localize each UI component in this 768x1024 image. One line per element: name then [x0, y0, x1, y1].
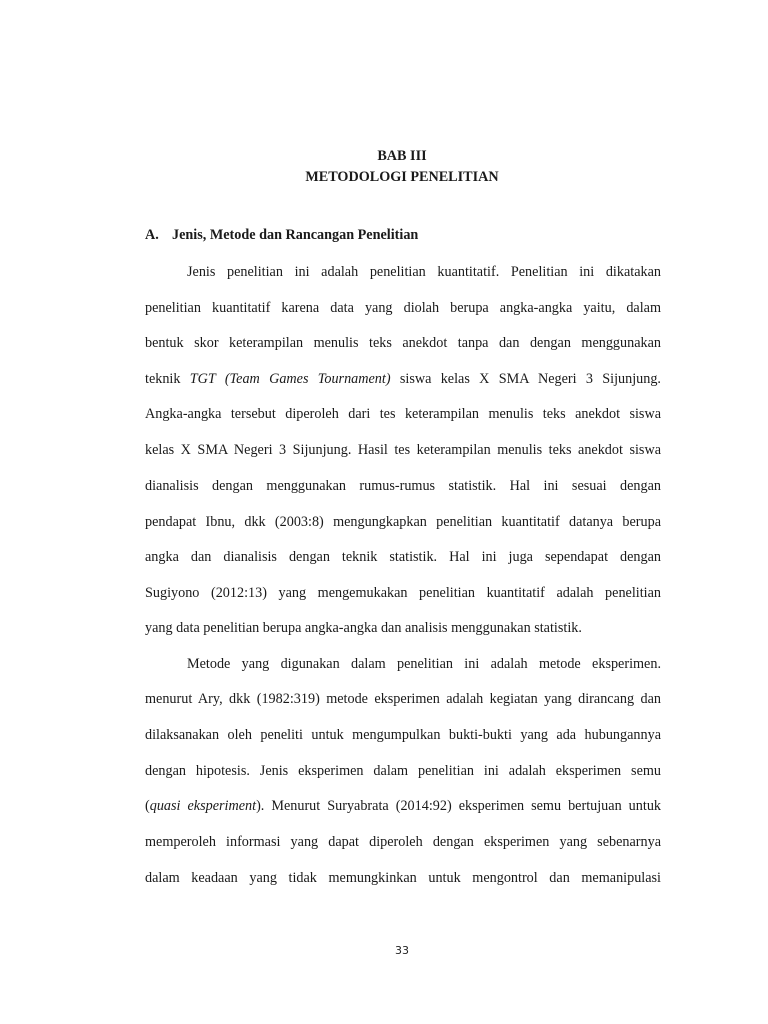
section-number: A. — [145, 227, 159, 243]
text-segment: siswa kelas X SMA Negeri 3 Sijunjung. — [390, 371, 661, 387]
paragraph2-line: menurut Ary, dkk (1982:319) metode eksperimen adalah kegiatan yang dirancang dan — [145, 691, 661, 707]
paragraph2-line — [145, 796, 661, 816]
paragraph2-line: memperoleh informasi yang dapat diperoleh dengan eksperimen yang sebenarnya — [145, 834, 661, 850]
text-segment: teknik — [145, 371, 190, 387]
paragraph1-line: angka dan dianalisis dengan teknik statistik. Hal ini juga sependapat dengan — [145, 549, 661, 565]
chapter-number: BAB III — [377, 148, 427, 164]
paragraph1-line: yang data penelitian berupa angka-angka dan analisis menggunakan statistik. — [145, 620, 582, 636]
paragraph1-line: dianalisis dengan menggunakan rumus-rumus statistik. Hal ini sesuai dengan — [145, 478, 661, 494]
paragraph1-line: Angka-angka tersebut diperoleh dari tes keterampilan menulis teks anekdot siswa — [145, 406, 661, 422]
italic-term: quasi eksperiment — [149, 798, 257, 814]
chapter-heading — [0, 146, 768, 188]
paragraph1-line: kelas X SMA Negeri 3 Sijunjung. Hasil tes keterampilan menulis teks anekdot siswa — [145, 442, 661, 458]
paragraph1-line: penelitian kuantitatif karena data yang diolah berupa angka-angka yaitu, dalam — [145, 300, 661, 316]
paragraph1-line: bentuk skor keterampilan menulis teks anekdot tanpa dan dengan menggunakan — [145, 335, 661, 351]
paragraph2-line: dengan hipotesis. Jenis eksperimen dalam penelitian ini adalah eksperimen semu — [145, 763, 661, 779]
paragraph2-line: dalam keadaan yang tidak memungkinkan untuk mengontrol dan memanipulasi — [145, 870, 661, 886]
italic-term: TGT (Team Games Tournament) — [189, 371, 391, 387]
paragraph1-line: Jenis penelitian ini adalah penelitian kuantitatif. Penelitian ini dikatakan — [187, 264, 661, 280]
paragraph1-line — [145, 369, 661, 389]
paragraph1-line: pendapat Ibnu, dkk (2003:8) mengungkapkan penelitian kuantitatif datanya berupa — [145, 514, 661, 530]
text-segment: ( — [145, 798, 150, 814]
paragraph2-line: Metode yang digunakan dalam penelitian ini adalah metode eksperimen. — [187, 656, 661, 672]
section-heading — [145, 225, 418, 245]
paragraph2-line: dilaksanakan oleh peneliti untuk mengumpulkan bukti-bukti yang ada hubungannya — [145, 727, 661, 743]
text-segment: ). Menurut Suryabrata (2014:92) eksperimen semu bertujuan untuk — [256, 798, 662, 814]
page-number: 33 — [395, 944, 409, 957]
paragraph1-line: Sugiyono (2012:13) yang mengemukakan penelitian kuantitatif adalah penelitian — [145, 585, 661, 601]
section-title: Jenis, Metode dan Rancangan Penelitian — [172, 227, 419, 243]
chapter-title: METODOLOGI PENELITIAN — [305, 169, 499, 185]
